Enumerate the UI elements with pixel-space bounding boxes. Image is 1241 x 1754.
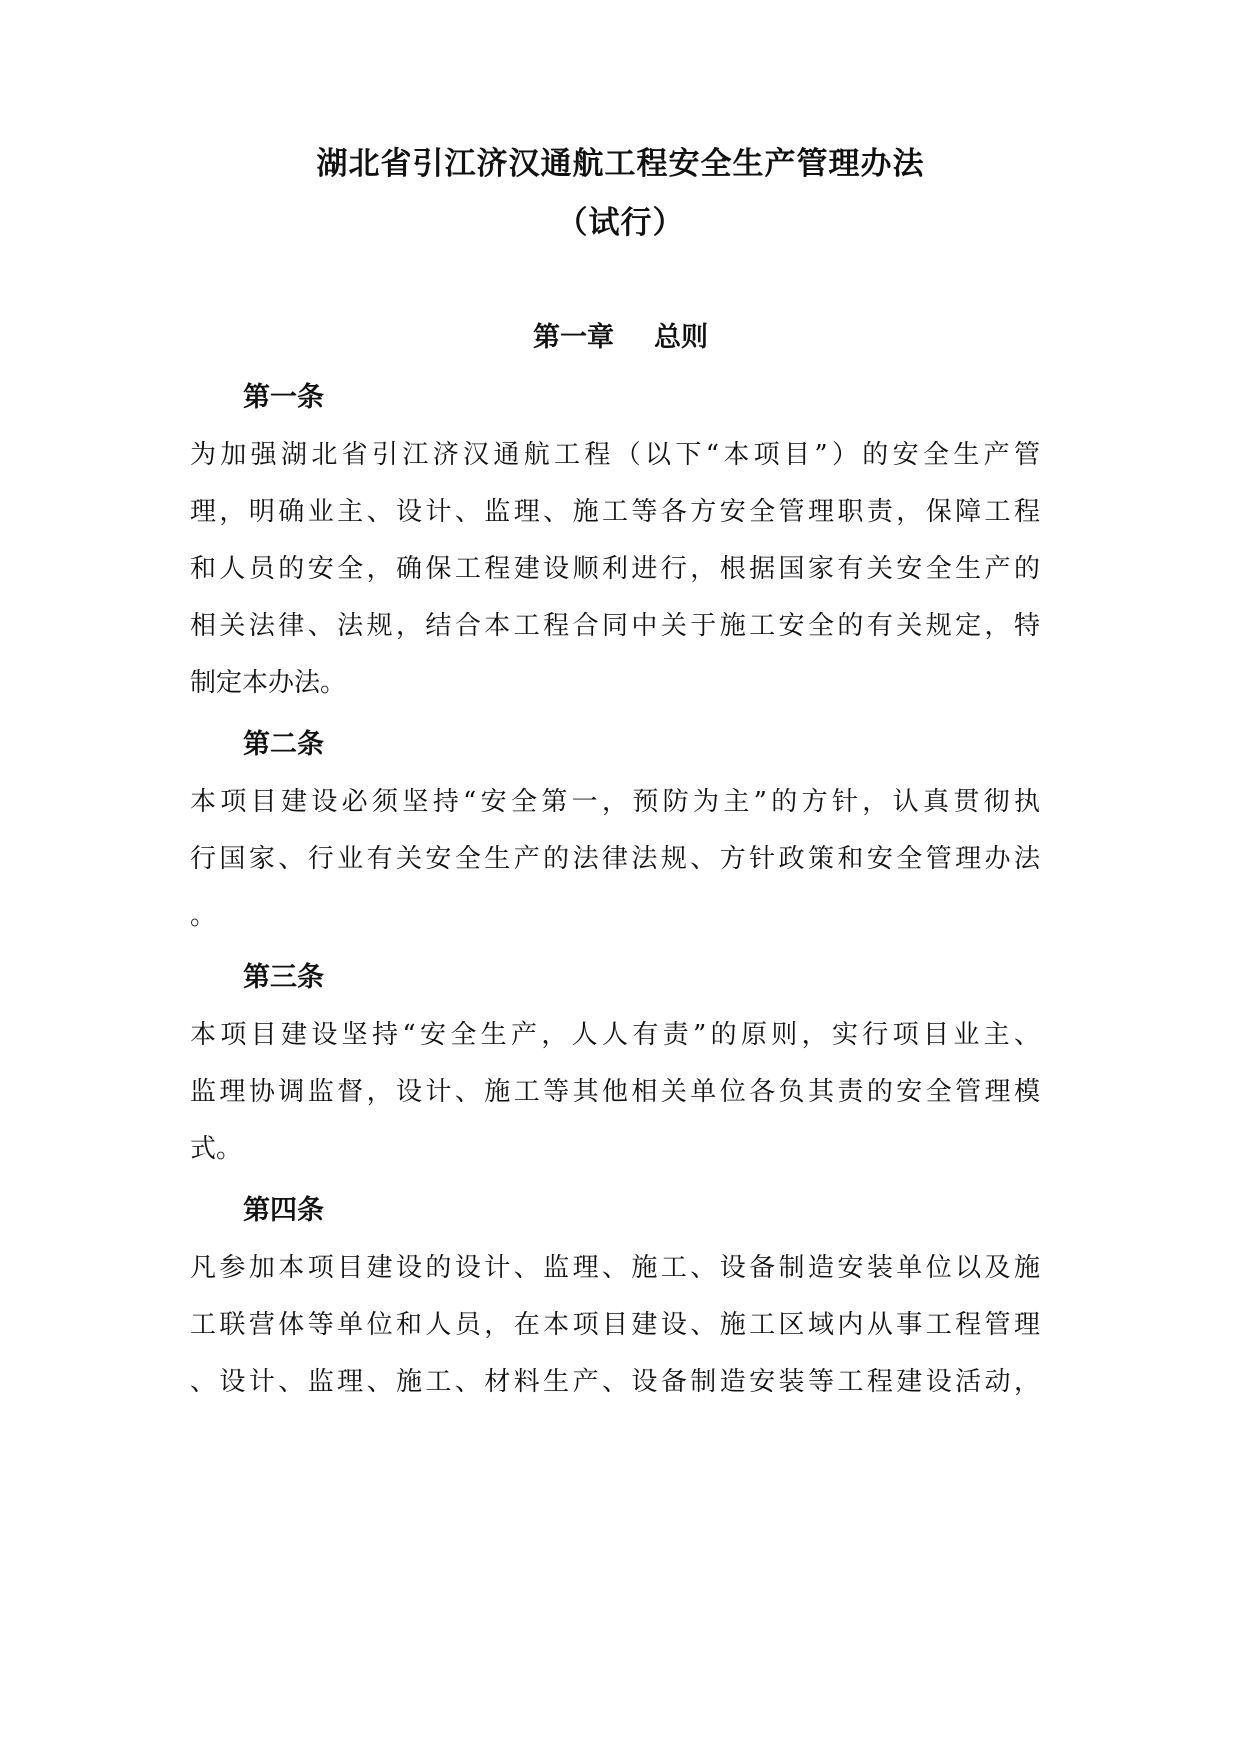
document-subtitle: （试行） — [556, 205, 685, 241]
article-text-line: 和人员的安全，确保工程建设顺利进行，根据国家有关安全生产的 — [190, 554, 1040, 584]
article-text-line: 理，明确业主、设计、监理、施工等各方安全管理职责，保障工程 — [190, 497, 1040, 527]
article-heading: 第三条 — [243, 962, 324, 993]
article-text-line: 行国家、行业有关安全生产的法律法规、方针政策和安全管理办法 — [190, 844, 1040, 874]
article-text-line: 本项目建设坚持“安全生产，人人有责”的原则，实行项目业主、 — [190, 1020, 1040, 1050]
article-text-line: 相关法律、法规，结合本工程合同中关于施工安全的有关规定，特 — [190, 611, 1040, 641]
article-heading: 第四条 — [243, 1195, 324, 1226]
article-text-line: 工联营体等单位和人员，在本项目建设、施工区域内从事工程管理 — [190, 1310, 1040, 1340]
chapter-heading — [0, 320, 1241, 356]
article-text-line: 为加强湖北省引江济汉通航工程（以下“本项目”）的安全生产管 — [190, 440, 1040, 470]
article-text-line: 监理协调监督，设计、施工等其他相关单位各负其责的安全管理模 — [190, 1077, 1040, 1107]
article-heading: 第一条 — [243, 382, 324, 413]
chapter-number: 第一章 — [533, 322, 614, 353]
article-text-line: 制定本办法。 — [190, 668, 347, 698]
article-text-line: 式。 — [190, 1134, 243, 1164]
chapter-name: 总则 — [654, 322, 708, 353]
article-text-line: 、设计、监理、施工、材料生产、设备制造安装等工程建设活动， — [190, 1367, 1040, 1397]
article-heading: 第二条 — [243, 729, 324, 760]
document-title: 湖北省引江济汉通航工程安全生产管理办法 — [316, 146, 925, 182]
article-text-line: 凡参加本项目建设的设计、监理、施工、设备制造安装单位以及施 — [190, 1253, 1040, 1283]
article-text-line: 本项目建设必须坚持“安全第一，预防为主”的方针，认真贯彻执 — [190, 787, 1040, 817]
article-text-line: 。 — [190, 901, 217, 931]
